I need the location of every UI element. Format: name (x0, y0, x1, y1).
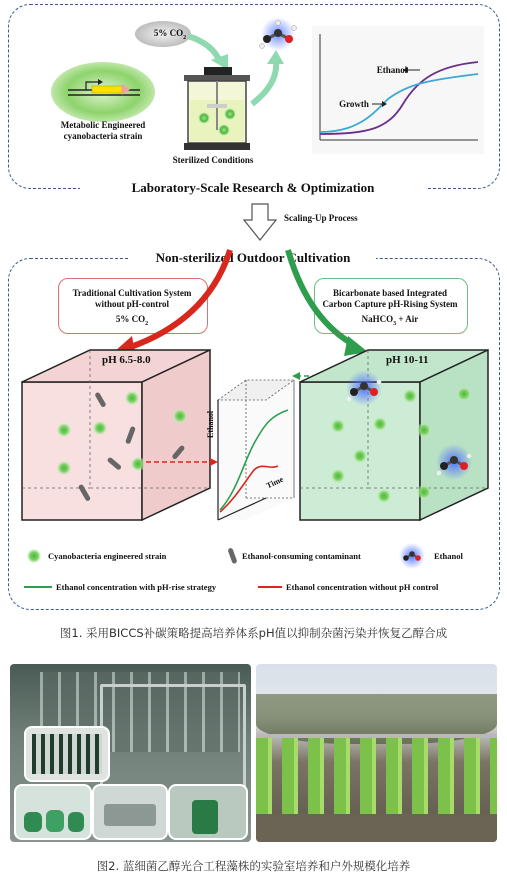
left-cube (22, 350, 210, 520)
lab-inset-bottle (168, 784, 248, 840)
lab-illustration (8, 4, 498, 204)
growth-curve-label: Growth (339, 99, 369, 109)
cultivation-illustration (8, 230, 498, 530)
green-arrow (288, 250, 356, 346)
strain-label: Metabolic Engineered cyanobacteria strain (60, 120, 146, 141)
legend-ethanol-icon (399, 543, 425, 569)
lab-inset-flasks (14, 784, 92, 840)
figure2-caption: 图2. 蓝细菌乙醇光合工程藻株的实验室培养和户外规模化培养 (96, 859, 411, 873)
outdoor-ground (256, 814, 497, 842)
graph-ylabel: Ethanol (206, 410, 215, 438)
right-ph-label: pH 10-11 (386, 354, 429, 366)
gene-insert (92, 86, 122, 93)
co2-label: 5% $CO_2$ (153, 28, 187, 41)
legend-red-line-label: Ethanol concentration without pH control (286, 582, 439, 592)
lab-inset-plate (92, 784, 168, 840)
growth-curve-chart (312, 26, 484, 154)
arrow-reactor-to-ethanol (252, 62, 276, 104)
ethanol-molecule-icon (260, 17, 297, 51)
legend-cyanobacteria-icon (27, 549, 41, 563)
legend-cyanobacteria-label: Cyanobacteria engineered strain (48, 551, 167, 561)
red-arrow (128, 250, 230, 348)
outdoor-cultivation-photo (256, 664, 497, 842)
photobioreactor (184, 67, 250, 150)
left-ph-label: pH 6.5-8.0 (102, 354, 151, 366)
scaling-label: Scaling-Up Process (284, 213, 358, 223)
lab-shelf-frame (100, 684, 246, 800)
legend-contaminant-icon (227, 547, 237, 564)
ethanol-curve-label: Ethanol (376, 65, 408, 75)
lab-title: Laboratory-Scale Research & Optimization (80, 180, 426, 196)
graph-xlabel: Time (264, 474, 285, 491)
lab-inset-tubes (24, 726, 110, 782)
outdoor-title: Non-sterilized Outdoor Cultivation (130, 250, 376, 266)
figure1-caption: 图1. 采用BICCS补碳策略提高培养体系pH值以抑制杂菌污染并恢复乙醇合成 (59, 626, 448, 640)
legend-green-line-label: Ethanol concentration with pH-rise strategy (56, 582, 217, 592)
legend-contaminant-label: Ethanol-consuming contaminant (242, 551, 361, 561)
reactor-label: Sterilized Conditions (172, 155, 254, 165)
traditional-label: Traditional Cultivation System without pH-control 5% $CO_2$ (72, 288, 192, 327)
lab-cultivation-photo (10, 664, 251, 842)
legend-ethanol-label: Ethanol (434, 551, 463, 561)
right-cube (300, 350, 488, 520)
biccs-label: Bicarbonate based Integrated Carbon Capture pH-Rising System NaHCO$_3$ + Air (322, 288, 458, 327)
